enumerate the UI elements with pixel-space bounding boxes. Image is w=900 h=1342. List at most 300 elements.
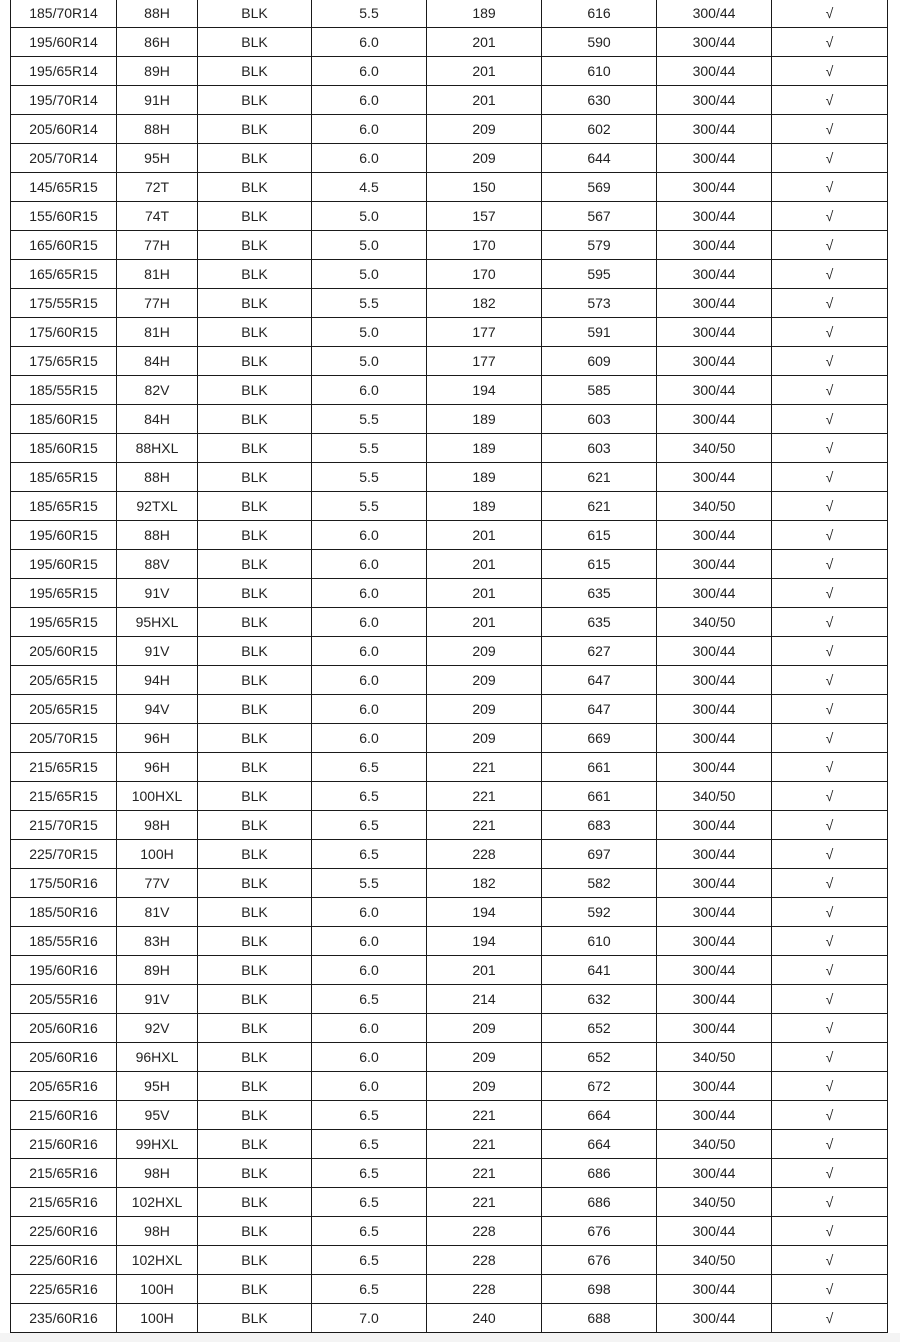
cell-load-speed-index: 81H <box>117 318 198 347</box>
cell-overall-diameter: 664 <box>542 1130 657 1159</box>
cell-sidewall: BLK <box>198 608 312 637</box>
cell-overall-diameter: 686 <box>542 1188 657 1217</box>
cell-availability-mark: √ <box>772 57 888 86</box>
cell-overall-diameter: 602 <box>542 115 657 144</box>
cell-overall-diameter: 635 <box>542 608 657 637</box>
cell-rim-width: 6.0 <box>312 57 427 86</box>
cell-tire-size: 235/60R16 <box>11 1304 117 1333</box>
cell-section-width: 228 <box>427 840 542 869</box>
cell-sidewall: BLK <box>198 869 312 898</box>
cell-load-speed-index: 102HXL <box>117 1246 198 1275</box>
cell-packing: 340/50 <box>657 1043 772 1072</box>
cell-rim-width: 5.5 <box>312 289 427 318</box>
cell-overall-diameter: 641 <box>542 956 657 985</box>
cell-load-speed-index: 100H <box>117 1304 198 1333</box>
cell-rim-width: 6.0 <box>312 1014 427 1043</box>
cell-sidewall: BLK <box>198 202 312 231</box>
cell-rim-width: 6.5 <box>312 782 427 811</box>
cell-section-width: 182 <box>427 289 542 318</box>
cell-packing: 300/44 <box>657 1304 772 1333</box>
cell-sidewall: BLK <box>198 144 312 173</box>
cell-sidewall: BLK <box>198 1014 312 1043</box>
cell-rim-width: 4.5 <box>312 173 427 202</box>
cell-tire-size: 215/60R16 <box>11 1130 117 1159</box>
cell-tire-size: 225/60R16 <box>11 1217 117 1246</box>
cell-section-width: 209 <box>427 1072 542 1101</box>
cell-load-speed-index: 84H <box>117 347 198 376</box>
cell-sidewall: BLK <box>198 405 312 434</box>
cell-packing: 300/44 <box>657 144 772 173</box>
cell-load-speed-index: 95H <box>117 144 198 173</box>
table-row <box>11 1043 888 1072</box>
cell-packing: 340/50 <box>657 492 772 521</box>
cell-load-speed-index: 81H <box>117 260 198 289</box>
cell-load-speed-index: 100H <box>117 1275 198 1304</box>
cell-sidewall: BLK <box>198 695 312 724</box>
cell-section-width: 221 <box>427 753 542 782</box>
cell-tire-size: 205/60R15 <box>11 637 117 666</box>
cell-section-width: 194 <box>427 376 542 405</box>
cell-availability-mark: √ <box>772 1217 888 1246</box>
cell-overall-diameter: 672 <box>542 1072 657 1101</box>
cell-sidewall: BLK <box>198 840 312 869</box>
cell-availability-mark: √ <box>772 202 888 231</box>
cell-tire-size: 225/60R16 <box>11 1246 117 1275</box>
table-row <box>11 1014 888 1043</box>
cell-packing: 300/44 <box>657 28 772 57</box>
table-row <box>11 579 888 608</box>
cell-packing: 300/44 <box>657 579 772 608</box>
cell-tire-size: 215/65R15 <box>11 753 117 782</box>
cell-rim-width: 6.0 <box>312 115 427 144</box>
cell-section-width: 201 <box>427 550 542 579</box>
cell-tire-size: 205/70R14 <box>11 144 117 173</box>
cell-packing: 340/50 <box>657 782 772 811</box>
table-row <box>11 898 888 927</box>
cell-overall-diameter: 644 <box>542 144 657 173</box>
cell-overall-diameter: 647 <box>542 695 657 724</box>
cell-tire-size: 205/65R16 <box>11 1072 117 1101</box>
cell-availability-mark: √ <box>772 86 888 115</box>
cell-tire-size: 205/70R15 <box>11 724 117 753</box>
cell-section-width: 221 <box>427 782 542 811</box>
cell-tire-size: 215/70R15 <box>11 811 117 840</box>
cell-sidewall: BLK <box>198 521 312 550</box>
cell-tire-size: 175/60R15 <box>11 318 117 347</box>
cell-sidewall: BLK <box>198 57 312 86</box>
table-row <box>11 927 888 956</box>
cell-availability-mark: √ <box>772 1072 888 1101</box>
cell-load-speed-index: 74T <box>117 202 198 231</box>
cell-availability-mark: √ <box>772 1275 888 1304</box>
cell-section-width: 189 <box>427 463 542 492</box>
table-row <box>11 869 888 898</box>
cell-sidewall: BLK <box>198 1101 312 1130</box>
cell-rim-width: 6.5 <box>312 1275 427 1304</box>
cell-tire-size: 165/60R15 <box>11 231 117 260</box>
cell-rim-width: 6.5 <box>312 753 427 782</box>
cell-load-speed-index: 96H <box>117 724 198 753</box>
table-row <box>11 318 888 347</box>
cell-tire-size: 175/50R16 <box>11 869 117 898</box>
cell-availability-mark: √ <box>772 753 888 782</box>
cell-rim-width: 5.0 <box>312 260 427 289</box>
cell-availability-mark: √ <box>772 115 888 144</box>
cell-section-width: 177 <box>427 318 542 347</box>
cell-load-speed-index: 98H <box>117 1159 198 1188</box>
cell-rim-width: 6.0 <box>312 28 427 57</box>
cell-sidewall: BLK <box>198 115 312 144</box>
cell-tire-size: 195/65R15 <box>11 608 117 637</box>
cell-rim-width: 5.5 <box>312 463 427 492</box>
table-row <box>11 376 888 405</box>
cell-packing: 300/44 <box>657 985 772 1014</box>
cell-overall-diameter: 582 <box>542 869 657 898</box>
cell-section-width: 189 <box>427 0 542 28</box>
cell-tire-size: 195/60R15 <box>11 550 117 579</box>
table-row <box>11 724 888 753</box>
cell-rim-width: 6.5 <box>312 1101 427 1130</box>
cell-load-speed-index: 72T <box>117 173 198 202</box>
cell-overall-diameter: 652 <box>542 1043 657 1072</box>
table-body <box>11 0 888 1333</box>
cell-availability-mark: √ <box>772 869 888 898</box>
cell-section-width: 150 <box>427 173 542 202</box>
cell-overall-diameter: 635 <box>542 579 657 608</box>
cell-rim-width: 6.5 <box>312 1130 427 1159</box>
cell-tire-size: 185/50R16 <box>11 898 117 927</box>
cell-section-width: 189 <box>427 434 542 463</box>
cell-packing: 300/44 <box>657 753 772 782</box>
cell-rim-width: 5.0 <box>312 347 427 376</box>
cell-load-speed-index: 91V <box>117 985 198 1014</box>
cell-sidewall: BLK <box>198 985 312 1014</box>
cell-packing: 300/44 <box>657 86 772 115</box>
cell-sidewall: BLK <box>198 231 312 260</box>
cell-overall-diameter: 661 <box>542 782 657 811</box>
cell-load-speed-index: 86H <box>117 28 198 57</box>
cell-sidewall: BLK <box>198 492 312 521</box>
cell-availability-mark: √ <box>772 376 888 405</box>
cell-availability-mark: √ <box>772 0 888 28</box>
cell-overall-diameter: 664 <box>542 1101 657 1130</box>
cell-section-width: 221 <box>427 1101 542 1130</box>
cell-tire-size: 205/55R16 <box>11 985 117 1014</box>
cell-sidewall: BLK <box>198 1217 312 1246</box>
cell-availability-mark: √ <box>772 550 888 579</box>
cell-availability-mark: √ <box>772 318 888 347</box>
cell-rim-width: 5.5 <box>312 492 427 521</box>
cell-rim-width: 5.0 <box>312 231 427 260</box>
cell-tire-size: 215/65R15 <box>11 782 117 811</box>
cell-load-speed-index: 88H <box>117 463 198 492</box>
cell-rim-width: 6.0 <box>312 608 427 637</box>
cell-rim-width: 6.0 <box>312 86 427 115</box>
cell-overall-diameter: 609 <box>542 347 657 376</box>
cell-rim-width: 5.5 <box>312 869 427 898</box>
cell-rim-width: 6.0 <box>312 550 427 579</box>
cell-load-speed-index: 100HXL <box>117 782 198 811</box>
cell-section-width: 194 <box>427 927 542 956</box>
cell-availability-mark: √ <box>772 985 888 1014</box>
cell-availability-mark: √ <box>772 1130 888 1159</box>
cell-sidewall: BLK <box>198 434 312 463</box>
cell-rim-width: 6.5 <box>312 1217 427 1246</box>
cell-packing: 300/44 <box>657 289 772 318</box>
cell-rim-width: 5.5 <box>312 0 427 28</box>
cell-packing: 300/44 <box>657 550 772 579</box>
cell-tire-size: 195/60R16 <box>11 956 117 985</box>
cell-load-speed-index: 102HXL <box>117 1188 198 1217</box>
table-row <box>11 57 888 86</box>
cell-overall-diameter: 686 <box>542 1159 657 1188</box>
table-row <box>11 956 888 985</box>
cell-availability-mark: √ <box>772 173 888 202</box>
cell-rim-width: 6.0 <box>312 521 427 550</box>
cell-sidewall: BLK <box>198 260 312 289</box>
cell-rim-width: 6.5 <box>312 1246 427 1275</box>
table-row <box>11 347 888 376</box>
cell-overall-diameter: 603 <box>542 405 657 434</box>
cell-overall-diameter: 603 <box>542 434 657 463</box>
cell-load-speed-index: 92TXL <box>117 492 198 521</box>
cell-overall-diameter: 688 <box>542 1304 657 1333</box>
table-row <box>11 173 888 202</box>
cell-tire-size: 195/70R14 <box>11 86 117 115</box>
table-row <box>11 695 888 724</box>
cell-packing: 300/44 <box>657 376 772 405</box>
cell-overall-diameter: 591 <box>542 318 657 347</box>
cell-load-speed-index: 91H <box>117 86 198 115</box>
cell-sidewall: BLK <box>198 898 312 927</box>
cell-overall-diameter: 669 <box>542 724 657 753</box>
table-row <box>11 1101 888 1130</box>
cell-sidewall: BLK <box>198 1188 312 1217</box>
cell-load-speed-index: 77H <box>117 289 198 318</box>
cell-overall-diameter: 632 <box>542 985 657 1014</box>
cell-sidewall: BLK <box>198 550 312 579</box>
cell-section-width: 194 <box>427 898 542 927</box>
table-row <box>11 666 888 695</box>
cell-packing: 340/50 <box>657 434 772 463</box>
cell-rim-width: 5.5 <box>312 405 427 434</box>
cell-tire-size: 205/65R15 <box>11 695 117 724</box>
cell-overall-diameter: 567 <box>542 202 657 231</box>
cell-overall-diameter: 610 <box>542 927 657 956</box>
cell-availability-mark: √ <box>772 724 888 753</box>
cell-packing: 300/44 <box>657 898 772 927</box>
cell-packing: 300/44 <box>657 637 772 666</box>
cell-tire-size: 155/60R15 <box>11 202 117 231</box>
table-row <box>11 260 888 289</box>
cell-availability-mark: √ <box>772 695 888 724</box>
cell-sidewall: BLK <box>198 666 312 695</box>
table-row <box>11 840 888 869</box>
cell-availability-mark: √ <box>772 1101 888 1130</box>
table-row <box>11 231 888 260</box>
cell-availability-mark: √ <box>772 289 888 318</box>
cell-sidewall: BLK <box>198 956 312 985</box>
cell-availability-mark: √ <box>772 579 888 608</box>
cell-availability-mark: √ <box>772 1304 888 1333</box>
cell-availability-mark: √ <box>772 811 888 840</box>
cell-overall-diameter: 595 <box>542 260 657 289</box>
cell-overall-diameter: 676 <box>542 1246 657 1275</box>
cell-sidewall: BLK <box>198 289 312 318</box>
cell-tire-size: 185/60R15 <box>11 434 117 463</box>
cell-load-speed-index: 98H <box>117 811 198 840</box>
table-row <box>11 434 888 463</box>
cell-availability-mark: √ <box>772 1043 888 1072</box>
cell-packing: 300/44 <box>657 811 772 840</box>
cell-availability-mark: √ <box>772 492 888 521</box>
cell-load-speed-index: 94H <box>117 666 198 695</box>
cell-availability-mark: √ <box>772 231 888 260</box>
cell-sidewall: BLK <box>198 1130 312 1159</box>
cell-availability-mark: √ <box>772 1159 888 1188</box>
cell-tire-size: 175/65R15 <box>11 347 117 376</box>
cell-tire-size: 205/65R15 <box>11 666 117 695</box>
cell-tire-size: 195/60R15 <box>11 521 117 550</box>
cell-rim-width: 6.0 <box>312 579 427 608</box>
cell-section-width: 201 <box>427 57 542 86</box>
cell-packing: 300/44 <box>657 115 772 144</box>
table-row <box>11 1188 888 1217</box>
cell-tire-size: 215/60R16 <box>11 1101 117 1130</box>
cell-packing: 300/44 <box>657 1101 772 1130</box>
cell-rim-width: 5.0 <box>312 202 427 231</box>
cell-overall-diameter: 610 <box>542 57 657 86</box>
cell-tire-size: 185/60R15 <box>11 405 117 434</box>
cell-availability-mark: √ <box>772 666 888 695</box>
cell-tire-size: 185/55R16 <box>11 927 117 956</box>
cell-overall-diameter: 573 <box>542 289 657 318</box>
cell-availability-mark: √ <box>772 434 888 463</box>
cell-load-speed-index: 99HXL <box>117 1130 198 1159</box>
cell-availability-mark: √ <box>772 144 888 173</box>
cell-rim-width: 6.0 <box>312 144 427 173</box>
table-row <box>11 1275 888 1304</box>
cell-section-width: 209 <box>427 115 542 144</box>
cell-section-width: 209 <box>427 1014 542 1043</box>
cell-packing: 340/50 <box>657 1246 772 1275</box>
table-row <box>11 1217 888 1246</box>
cell-sidewall: BLK <box>198 463 312 492</box>
cell-availability-mark: √ <box>772 347 888 376</box>
cell-load-speed-index: 89H <box>117 57 198 86</box>
table-row <box>11 1304 888 1333</box>
table-row <box>11 115 888 144</box>
cell-load-speed-index: 82V <box>117 376 198 405</box>
cell-rim-width: 6.5 <box>312 1188 427 1217</box>
cell-load-speed-index: 77V <box>117 869 198 898</box>
cell-packing: 300/44 <box>657 173 772 202</box>
cell-availability-mark: √ <box>772 405 888 434</box>
cell-sidewall: BLK <box>198 579 312 608</box>
cell-packing: 300/44 <box>657 1014 772 1043</box>
cell-section-width: 201 <box>427 956 542 985</box>
cell-tire-size: 205/60R14 <box>11 115 117 144</box>
cell-rim-width: 6.0 <box>312 376 427 405</box>
cell-rim-width: 6.0 <box>312 637 427 666</box>
cell-overall-diameter: 683 <box>542 811 657 840</box>
cell-load-speed-index: 91V <box>117 637 198 666</box>
cell-section-width: 201 <box>427 521 542 550</box>
cell-sidewall: BLK <box>198 318 312 347</box>
table-row <box>11 550 888 579</box>
cell-rim-width: 6.0 <box>312 1072 427 1101</box>
cell-availability-mark: √ <box>772 956 888 985</box>
cell-overall-diameter: 585 <box>542 376 657 405</box>
cell-load-speed-index: 88HXL <box>117 434 198 463</box>
tire-spec-table <box>10 0 888 1333</box>
cell-load-speed-index: 84H <box>117 405 198 434</box>
cell-overall-diameter: 615 <box>542 550 657 579</box>
cell-overall-diameter: 579 <box>542 231 657 260</box>
cell-rim-width: 6.0 <box>312 927 427 956</box>
cell-load-speed-index: 77H <box>117 231 198 260</box>
cell-section-width: 240 <box>427 1304 542 1333</box>
table-row <box>11 1072 888 1101</box>
cell-sidewall: BLK <box>198 1159 312 1188</box>
cell-tire-size: 225/70R15 <box>11 840 117 869</box>
cell-load-speed-index: 91V <box>117 579 198 608</box>
cell-availability-mark: √ <box>772 840 888 869</box>
cell-section-width: 221 <box>427 1159 542 1188</box>
cell-availability-mark: √ <box>772 260 888 289</box>
cell-load-speed-index: 98H <box>117 1217 198 1246</box>
cell-sidewall: BLK <box>198 86 312 115</box>
cell-packing: 300/44 <box>657 463 772 492</box>
cell-rim-width: 6.0 <box>312 956 427 985</box>
table-row <box>11 985 888 1014</box>
cell-rim-width: 6.0 <box>312 666 427 695</box>
cell-load-speed-index: 88H <box>117 115 198 144</box>
cell-section-width: 209 <box>427 637 542 666</box>
cell-section-width: 221 <box>427 811 542 840</box>
cell-packing: 340/50 <box>657 608 772 637</box>
cell-packing: 300/44 <box>657 956 772 985</box>
cell-rim-width: 6.5 <box>312 840 427 869</box>
cell-section-width: 228 <box>427 1246 542 1275</box>
cell-tire-size: 185/65R15 <box>11 492 117 521</box>
cell-load-speed-index: 89H <box>117 956 198 985</box>
cell-load-speed-index: 95H <box>117 1072 198 1101</box>
cell-section-width: 228 <box>427 1275 542 1304</box>
cell-sidewall: BLK <box>198 0 312 28</box>
cell-availability-mark: √ <box>772 927 888 956</box>
cell-packing: 300/44 <box>657 1275 772 1304</box>
cell-section-width: 209 <box>427 666 542 695</box>
cell-packing: 300/44 <box>657 57 772 86</box>
cell-tire-size: 195/65R15 <box>11 579 117 608</box>
cell-packing: 300/44 <box>657 231 772 260</box>
cell-rim-width: 5.5 <box>312 434 427 463</box>
cell-sidewall: BLK <box>198 347 312 376</box>
cell-section-width: 221 <box>427 1130 542 1159</box>
cell-packing: 300/44 <box>657 405 772 434</box>
table-row <box>11 0 888 28</box>
cell-packing: 300/44 <box>657 202 772 231</box>
cell-tire-size: 195/60R14 <box>11 28 117 57</box>
cell-section-width: 214 <box>427 985 542 1014</box>
cell-packing: 300/44 <box>657 869 772 898</box>
cell-overall-diameter: 661 <box>542 753 657 782</box>
cell-section-width: 209 <box>427 1043 542 1072</box>
cell-section-width: 221 <box>427 1188 542 1217</box>
cell-section-width: 209 <box>427 724 542 753</box>
cell-sidewall: BLK <box>198 1304 312 1333</box>
